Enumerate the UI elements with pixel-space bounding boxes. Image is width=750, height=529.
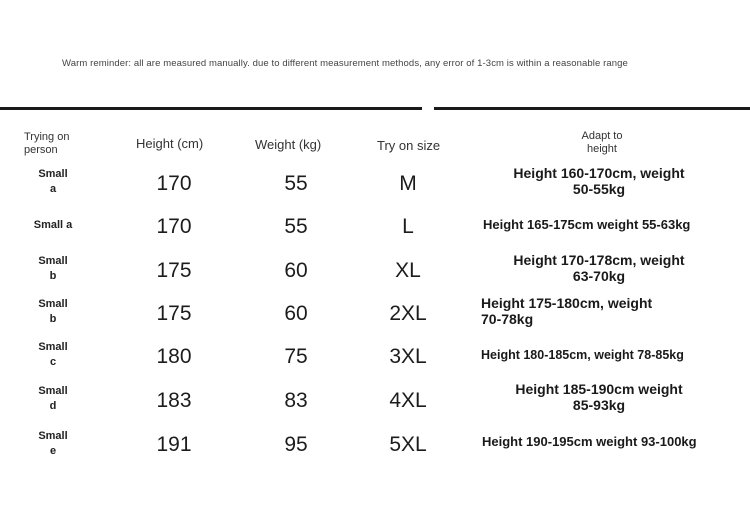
size-cell: 3XL — [389, 345, 427, 368]
person-line: Small — [38, 341, 68, 353]
height-cell: 180 — [156, 345, 192, 368]
person-line: d — [49, 400, 57, 412]
person-line: Small a — [33, 219, 73, 231]
adapt-line: 70-78kg — [481, 311, 534, 327]
adapt-cell — [490, 381, 708, 413]
size-cell: 5XL — [389, 433, 427, 456]
header-adapt — [562, 130, 642, 156]
weight-cell: 60 — [284, 302, 308, 325]
adapt-line: Height 170-178cm, weight — [513, 252, 685, 268]
person-cell — [24, 297, 82, 327]
adapt-line: Height 160-170cm, weight — [513, 165, 685, 181]
person-line: c — [49, 356, 57, 368]
adapt-line: Height 180-185cm, weight 78-85kg — [481, 348, 684, 362]
person-cell — [24, 167, 82, 197]
size-cell: M — [399, 172, 417, 195]
divider-left — [0, 107, 422, 110]
person-line: Small — [38, 385, 68, 397]
weight-cell: 83 — [284, 389, 308, 412]
person-line: e — [49, 445, 57, 457]
table-row — [0, 334, 750, 377]
size-cell: L — [402, 215, 414, 238]
adapt-cell — [483, 217, 690, 233]
header-person — [24, 131, 69, 157]
person-cell — [24, 384, 82, 414]
adapt-cell — [490, 165, 708, 197]
header-person-line: Trying on — [24, 131, 70, 143]
weight-cell: 55 — [284, 172, 308, 195]
warm-reminder: Warm reminder: all are measured manually. due to different measurement methods, any error of 1-3cm is within a reasonable range — [62, 58, 628, 69]
adapt-line: Height 175-180cm, weight — [481, 295, 653, 311]
table-row — [0, 291, 750, 334]
person-cell — [24, 340, 82, 370]
header-person-line: person — [24, 144, 58, 156]
adapt-cell — [481, 295, 652, 327]
header-adapt-line: height — [587, 143, 617, 155]
height-cell: 183 — [156, 389, 192, 412]
adapt-line: Height 190-195cm weight 93-100kg — [482, 434, 697, 449]
adapt-cell — [482, 434, 697, 450]
person-cell — [24, 429, 82, 459]
table-row — [0, 205, 750, 248]
adapt-cell — [481, 347, 684, 363]
person-line: Small — [38, 168, 68, 180]
height-cell: 191 — [156, 433, 192, 456]
header-weight: Weight (kg) — [255, 137, 322, 152]
adapt-line: 50-55kg — [572, 181, 626, 197]
adapt-line: Height 165-175cm weight 55-63kg — [483, 217, 691, 232]
header-adapt-line: Adapt to — [581, 130, 623, 142]
height-cell: 175 — [156, 302, 192, 325]
weight-cell: 55 — [284, 215, 308, 238]
person-line: Small — [38, 430, 68, 442]
header-height: Height (cm) — [136, 136, 204, 151]
weight-cell: 95 — [284, 433, 308, 456]
person-line: Small — [38, 255, 68, 267]
weight-cell: 60 — [284, 259, 308, 282]
height-cell: 170 — [156, 215, 192, 238]
header-size: Try on size — [377, 138, 441, 153]
person-line: b — [49, 270, 57, 282]
table-row — [0, 162, 750, 205]
table-row — [0, 422, 750, 465]
height-cell: 170 — [156, 172, 192, 195]
divider-right — [434, 107, 750, 110]
adapt-line: 85-93kg — [572, 397, 626, 413]
size-cell: 2XL — [389, 302, 427, 325]
weight-cell: 75 — [284, 345, 308, 368]
person-line: Small — [38, 298, 68, 310]
person-cell — [24, 218, 82, 233]
person-line: b — [49, 313, 57, 325]
size-cell: XL — [395, 259, 421, 282]
adapt-line: 63-70kg — [572, 268, 626, 284]
person-line: a — [49, 183, 57, 195]
adapt-line: Height 185-190cm weight — [515, 381, 683, 397]
size-cell: 4XL — [389, 389, 427, 412]
adapt-cell — [490, 252, 708, 284]
table-row — [0, 248, 750, 291]
person-cell — [24, 254, 82, 284]
table-row — [0, 377, 750, 420]
height-cell: 175 — [156, 259, 192, 282]
